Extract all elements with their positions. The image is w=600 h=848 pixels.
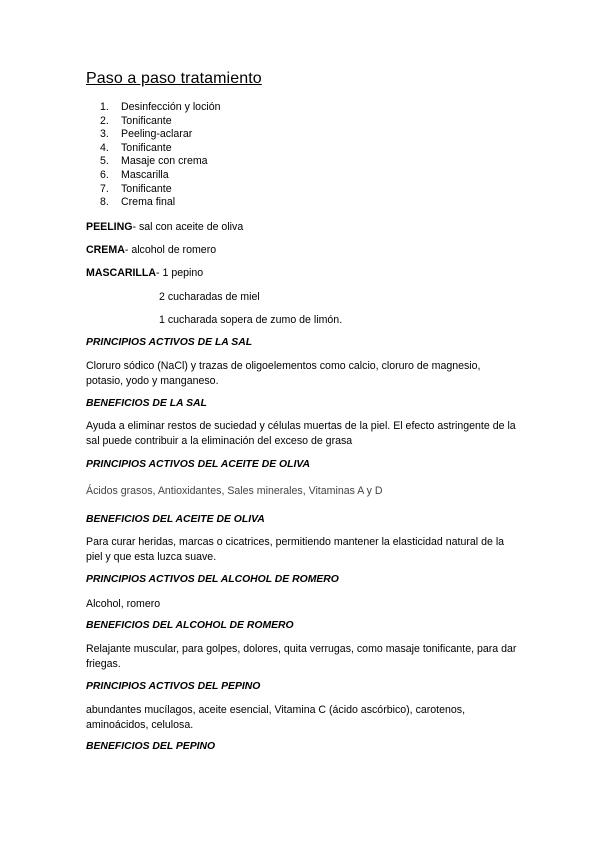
crema-text: - alcohol de romero xyxy=(124,244,217,256)
section-text: Alcohol, romero xyxy=(86,598,161,610)
step-number: 4. xyxy=(100,141,109,154)
list-item xyxy=(100,142,221,156)
section-text: Para curar heridas, marcas o cicatrices, permitiendo mantener la elasticidad natural de la piel y que esta luzca suave. xyxy=(86,536,505,563)
step-number: 7. xyxy=(100,182,109,195)
peeling-text: - sal con aceite de oliva xyxy=(132,221,244,233)
section-heading: BENEFICIOS DEL ACEITE DE OLIVA xyxy=(86,514,265,525)
section-heading: BENEFICIOS DEL ALCOHOL DE ROMERO xyxy=(86,620,294,631)
section-heading: BENEFICIOS DE LA SAL xyxy=(86,398,207,409)
peeling-recipe xyxy=(86,221,243,233)
step-label: Peeling-aclarar xyxy=(121,128,193,141)
step-number: 5. xyxy=(100,155,109,168)
step-number: 3. xyxy=(100,128,109,141)
mascarilla-label: MASCARILLA xyxy=(86,267,157,279)
list-item xyxy=(100,155,221,169)
step-label: Mascarilla xyxy=(121,168,169,181)
mascarilla-ingredient: 2 cucharadas de miel xyxy=(159,291,260,303)
step-number: 6. xyxy=(100,168,109,181)
section-heading: PRINCIPIOS ACTIVOS DEL ALCOHOL DE ROMERO xyxy=(86,574,339,585)
step-label: Crema final xyxy=(121,196,176,209)
crema-recipe xyxy=(86,244,216,256)
mascarilla-text: - 1 pepino xyxy=(156,267,204,279)
section-text: Relajante muscular, para golpes, dolores, quita verrugas, como masaje tonificante, para dar friegas. xyxy=(86,643,517,670)
crema-label: CREMA xyxy=(86,244,125,256)
list-item xyxy=(100,101,221,115)
list-item xyxy=(100,183,221,197)
peeling-label: PEELING xyxy=(86,221,133,233)
step-label: Tonificante xyxy=(121,182,172,195)
treatment-steps-list xyxy=(100,101,221,210)
step-number: 8. xyxy=(100,196,109,209)
section-heading: BENEFICIOS DEL PEPINO xyxy=(86,741,216,752)
step-label: Masaje con crema xyxy=(121,155,208,168)
section-text: Ayuda a eliminar restos de suciedad y células muertas de la piel. El efecto astringente de la sal puede contribuir a la eliminación del exceso de grasa xyxy=(86,420,516,447)
step-label: Desinfección y loción xyxy=(121,101,221,113)
step-number: 1. xyxy=(100,101,109,113)
list-item xyxy=(100,196,221,210)
page-title: Paso a paso tratamiento xyxy=(86,70,262,87)
mascarilla-recipe xyxy=(86,267,203,279)
section-text: Ácidos grasos, Antioxidantes, Sales minerales, Vitaminas A y D xyxy=(86,485,383,497)
mascarilla-ingredient: 1 cucharada sopera de zumo de limón. xyxy=(159,314,343,326)
step-label: Tonificante xyxy=(121,141,172,154)
step-label: Tonificante xyxy=(121,114,172,127)
step-number: 2. xyxy=(100,114,109,127)
section-heading: PRINCIPIOS ACTIVOS DEL PEPINO xyxy=(86,681,261,692)
list-item xyxy=(100,169,221,183)
list-item xyxy=(100,128,221,142)
section-text: abundantes mucílagos, aceite esencial, Vitamina C (ácido ascórbico), carotenos, aminoácidos, celulosa. xyxy=(86,704,466,731)
section-heading: PRINCIPIOS ACTIVOS DE LA SAL xyxy=(86,337,253,348)
section-text: Cloruro sódico (NaCl) y trazas de oligoelementos como calcio, cloruro de magnesio, potasio, yodo y manganeso. xyxy=(86,360,481,387)
section-heading: PRINCIPIOS ACTIVOS DEL ACEITE DE OLIVA xyxy=(86,459,311,470)
list-item xyxy=(100,115,221,129)
